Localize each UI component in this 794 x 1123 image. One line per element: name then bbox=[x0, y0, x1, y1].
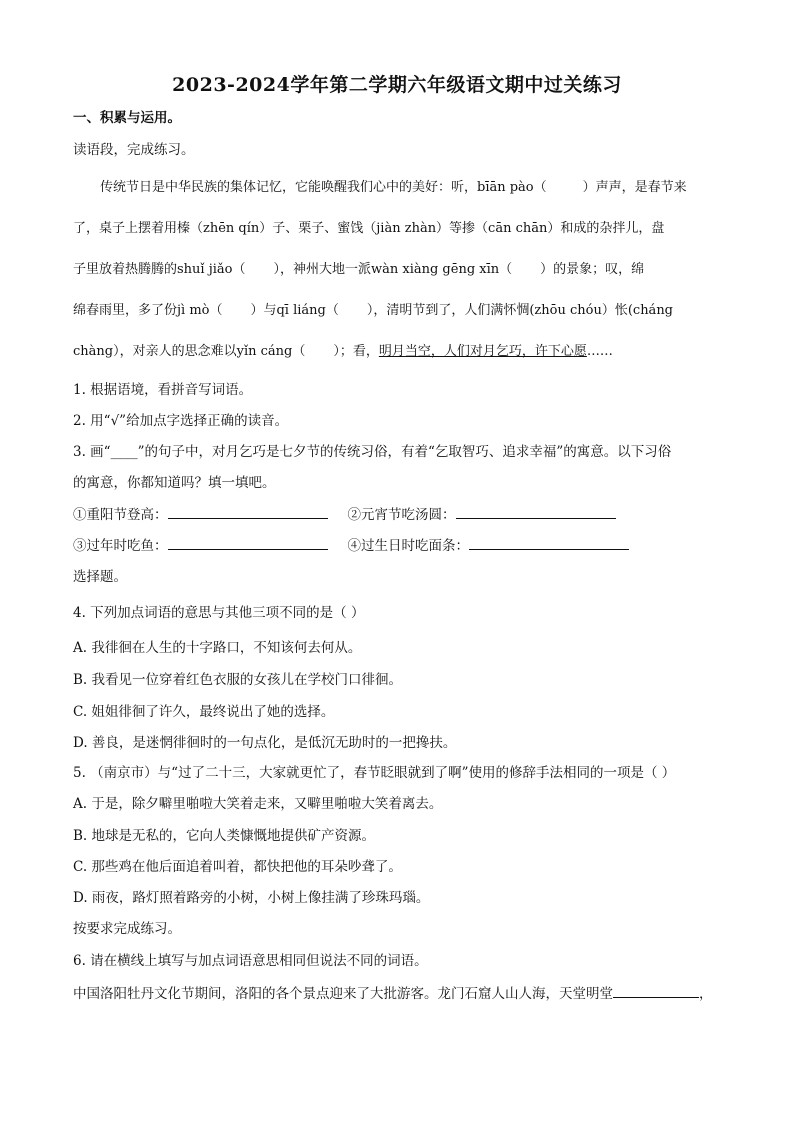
instruction-practice: 按要求完成练习。 bbox=[73, 921, 181, 937]
section-heading: 一、积累与运用。 bbox=[73, 110, 181, 126]
passage-line-1: 传统节日是中华民族的集体记忆，它能唤醒我们心中的美好：听，bīān pào（ ）声声，是春节来 bbox=[100, 180, 687, 195]
instruction-choice: 选择题。 bbox=[73, 569, 127, 585]
answer-blank[interactable] bbox=[168, 504, 328, 519]
q5-option-b: B. 地球是无私的，它向人类慷慨地提供矿产资源。 bbox=[73, 828, 376, 844]
q4-option-c: C. 姐姐徘徊了许久，最终说出了她的选择。 bbox=[73, 704, 335, 720]
q5-option-a: A. 于是，除夕噼里啪啦大笑着走来，又噼里啪啦大笑着离去。 bbox=[73, 796, 443, 812]
customs-row-2: ③过年时吃鱼： ④过生日时吃面条： bbox=[73, 535, 733, 556]
q4-option-a: A. 我徘徊在人生的十字路口，不知该何去何从。 bbox=[73, 640, 362, 656]
question-6: 6. 请在横线上填写与加点词语意思相同但说法不同的词语。 bbox=[73, 953, 428, 969]
passage-line-5: chàng），对亲人的思念难以yǐn cáng（ ）；看，明月当空，人们对月乞巧，许下心愿…… bbox=[73, 344, 613, 359]
q4-option-b: B. 我看见一位穿着红色衣服的女孩儿在学校门口徘徊。 bbox=[73, 672, 403, 688]
question-2: 2. 用“√”给加点字选择正确的读音。 bbox=[73, 413, 289, 429]
question-1: 1. 根据语境，看拼音写词语。 bbox=[73, 382, 253, 398]
question-3-cont: 的寓意，你都知道吗？填一填吧。 bbox=[73, 475, 276, 491]
question-6-text: 中国洛阳牡丹文化节期间，洛阳的各个景点迎来了大批游客。龙门石窟人山人海，天堂明堂 ， bbox=[73, 983, 733, 1004]
question-4: 4. 下列加点词语的意思与其他三项不同的是（ ） bbox=[73, 605, 365, 621]
passage-line-3: 子里放着热腾腾的shuǐ jiǎo（ ），神州大地一派wàn xiàng gēng xīn（ ）的景象；叹，绵 bbox=[73, 262, 645, 277]
instruction-read: 读语段，完成练习。 bbox=[73, 142, 195, 158]
passage-line-2: 了，桌子上摆着用榛（zhēn qín）子、栗子、蜜饯（jiàn zhàn）等掺（cān chān）和成的杂拌儿，盘 bbox=[73, 221, 665, 236]
page-title: 2023-2024学年第二学期六年级语文期中过关练习 bbox=[172, 74, 622, 96]
answer-blank[interactable] bbox=[613, 983, 699, 998]
question-5: 5. （南京市）与“过了二十三，大家就更忙了，春节眨眼就到了啊”使用的修辞手法相同的一项是（ ） bbox=[73, 765, 676, 781]
answer-blank[interactable] bbox=[456, 504, 616, 519]
q5-option-c: C. 那些鸡在他后面追着叫着，都快把他的耳朵吵聋了。 bbox=[73, 859, 402, 875]
passage-line-4: 绵春雨里，多了份jì mò（ ）与qī liáng（ ），清明节到了，人们满怀惆(zhōu chóu）怅(cháng bbox=[73, 303, 674, 318]
customs-row-1: ①重阳节登高： ②元宵节吃汤圆： bbox=[73, 504, 733, 525]
answer-blank[interactable] bbox=[469, 535, 629, 550]
q5-option-d: D. 雨夜，路灯照着路旁的小树，小树上像挂满了珍珠玛瑙。 bbox=[73, 890, 430, 906]
answer-blank[interactable] bbox=[168, 535, 328, 550]
question-3: 3. 画“____”的句子中，对月乞巧是七夕节的传统习俗，有着“乞取智巧、追求幸福”的寓意。以下习俗 bbox=[73, 444, 672, 460]
q4-option-d: D. 善良，是迷惘徘徊时的一句点化，是低沉无助时的一把搀扶。 bbox=[73, 735, 457, 751]
underlined-sentence: 明月当空，人们对月乞巧，许下心愿 bbox=[378, 344, 587, 359]
